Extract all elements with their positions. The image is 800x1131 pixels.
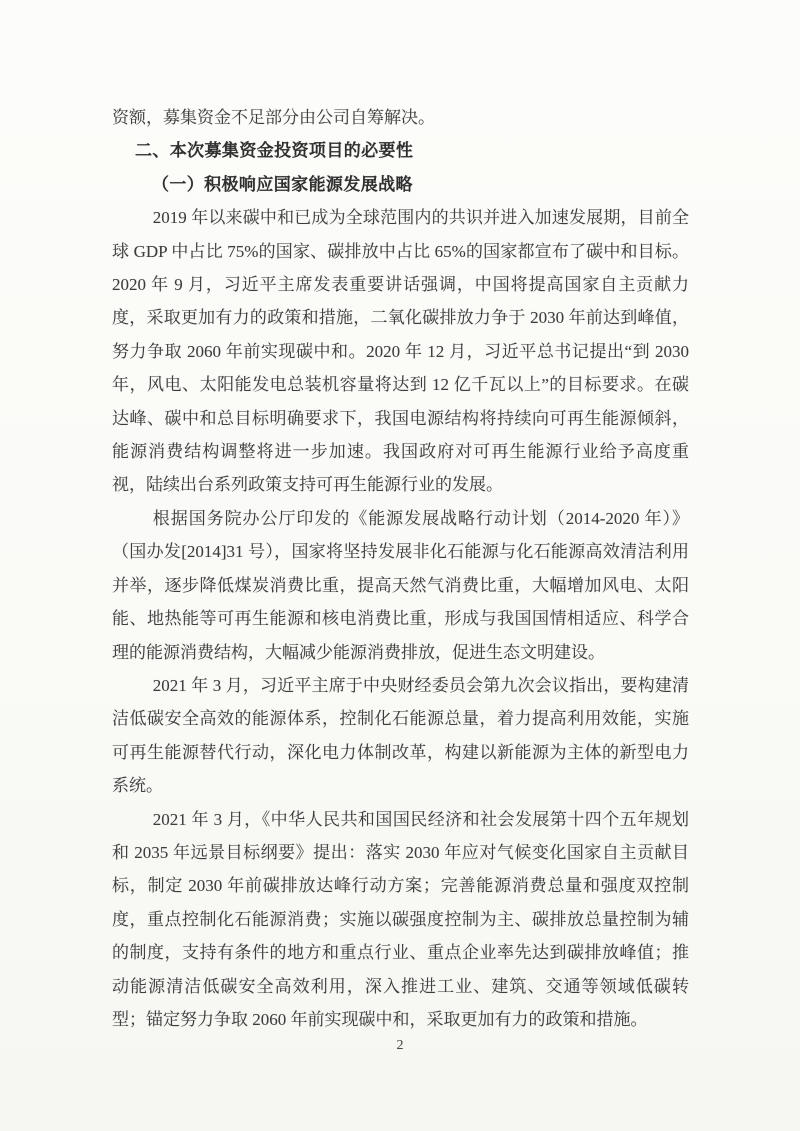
paragraph: 根据国务院办公厅印发的《能源发展战略行动计划（2014-2020 年）》（国办发[2014]31 号），国家将坚持发展非化石能源与化石能源高效清洁利用并举，逐步降低煤炭消费比重，提高天然气消费比重，大幅增加风电、太阳能、地热能等可再生能源和核电消费比重，形成与我国国情相适应、科学合理的能源消费结构，大幅减少能源消费排放，促进生态文明建设。 xyxy=(112,508,689,662)
subsection-heading: （一）积极响应国家能源发展战略 xyxy=(151,174,413,194)
paragraph: 2021 年 3 月，《中华人民共和国国民经济和社会发展第十四个五年规划和 2035 年远景目标纲要》提出：落实 2030 年应对气候变化国家自主贡献目标，制定 2030 年前碳排放达峰行动方案；完善能源消费总量和强度双控制度，重点控制化石能源消费；实施以碳强度控制为主、碳排放总量控制为辅的制度，支持有条件的地方和重点行业、重点企业率先达到碳排放峰值；推动能源清洁低碳安全高效利用，深入推进工业、建筑、交通等领域低碳转型；锚定努力争取 2060 年前实现碳中和，采取更加有力的政策和措施。 xyxy=(112,809,689,1029)
paragraph-continuation: 资额，募集资金不足部分由公司自筹解决。 xyxy=(112,108,435,127)
page-number: 2 xyxy=(396,1038,404,1053)
document-body xyxy=(112,101,689,1036)
section-heading: 二、本次募集资金投资项目的必要性 xyxy=(134,141,414,161)
paragraph: 2019 年以来碳中和已成为全球范围内的共识并进入加速发展期，目前全球 GDP 中占比 75%的国家、碳排放中占比 65%的国家都宣布了碳中和目标。2020 年 9 月，习近平主席发表重要讲话强调，中国将提高国家自主贡献力度，采取更加有力的政策和措施，二氧化碳排放力争于 2030 年前达到峰值，努力争取 2060 年前实现碳中和。2020 年 12 月，习近平总书记提出“到 2030 年，风电、太阳能发电总装机容量将达到 12 亿千瓦以上”的目标要求。在碳达峰、碳中和总目标明确要求下，我国电源结构将持续向可再生能源倾斜，能源消费结构调整将进一步加速。我国政府对可再生能源行业给予高度重视，陆续出台系列政策支持可再生能源行业的发展。 xyxy=(112,208,689,495)
paragraph: 2021 年 3 月，习近平主席于中央财经委员会第九次会议指出，要构建清洁低碳安全高效的能源体系，控制化石能源总量，着力提高利用效能，实施可再生能源替代行动，深化电力体制改革，构建以新能源为主体的新型电力系统。 xyxy=(112,675,689,796)
